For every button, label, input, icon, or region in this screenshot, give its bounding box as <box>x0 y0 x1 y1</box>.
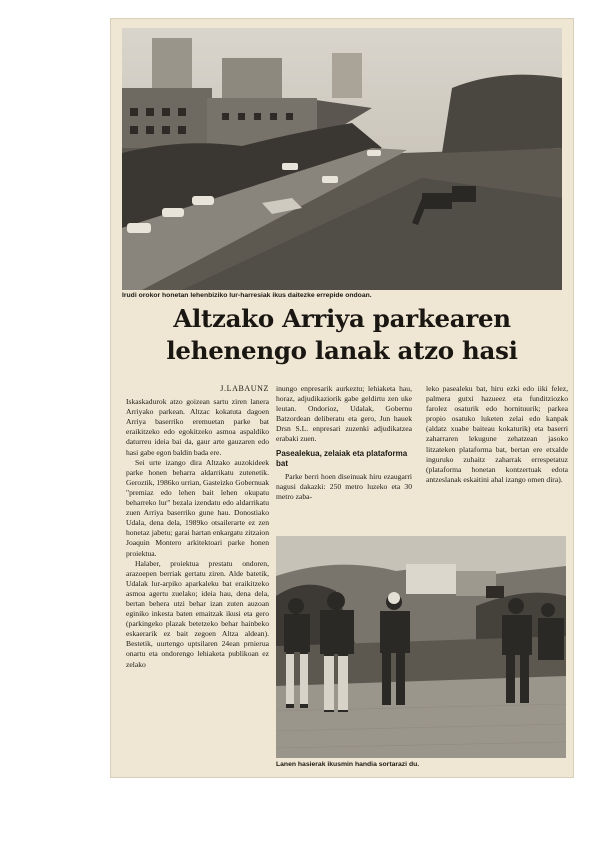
paragraph: Iskaskadurok atzo goizean sartu ziren lanera Arriyako parkean. Altzac kokatuta dagoen Arriya baserriko eremuetan parke bat eraikitzeko edo egokitzeko asmoa aspaldiko daturreu ideia bai da, gaur arte gauzaren edo hasi gabe egon baldin bada ere. <box>126 397 269 457</box>
paragraph: leko pasealeku bat, hiru ezki edo iiki felez, palmera gutxi hazueez eta funditziozko farolez osaturik edo hornituurik; parkea propio osatuko luketen zelai edo kanpak (aldatz xuabe baiteau kokaturik) eta baserri zaharraren lekugune zehatzean jasoko litzateken plataforma bat, bertan ere etxalde inguruko zuhaitz zaharrak errespetatuz (plataforma honetan kontzertuak edota antzeslanak eskaitini ahal izango omen dira). <box>426 384 568 484</box>
paragraph: inungo enpresarik aurkeztu; lehiaketa hau, horaz, adjudikaziorik gabe geldirtu zen uke leutan. Ondorioz, Udalak, Gobernu Batzordean deliberatu eta gero, Jun hauek Drsn S.L. enpresari zuzenki adjudikatzea erabaki zuen. <box>276 384 412 444</box>
headline-line: lehenengo lanak atzo hasi <box>166 336 518 365</box>
subheading: Pasealekua, zelaiak eta plataforma bat <box>276 448 408 468</box>
construction-site-photo <box>122 28 562 290</box>
article-column-3 <box>426 384 568 485</box>
article-column-1 <box>126 384 269 670</box>
paragraph: Sei urte izango dira Altzako auzokideek parke honen beharra aldarrikatu zutenetik. Geroztik, 1986ko urrian, Gasteizko Gobernuak "premiaz edo lehen bait lehen okupatu beharreko lur" bezala izendatu edo aldarrikatu zuen Arriya baserriko gune hau. Donostiako Udala, dena dela, 1989ko otsailerarte ez zen honetaz jabetu; garai hartan enkargatu zitzaion Joaquin Montero arkitektoari parke honen proiektua. <box>126 457 269 558</box>
paragraph: Parke berri hoen diseinuak hiru ezaugarri nagusi dakazki: 250 metro luzeko eta 30 metro zaba- <box>276 471 412 501</box>
headline-line: Altzako Arriya parkearen <box>173 304 511 333</box>
byline: J.LABAUNZ <box>220 384 269 393</box>
photo-caption: Irudi orokor honetan lehenbiziko lur-harresiak ikus daitezke errepide ondoan. <box>122 292 372 299</box>
photo-caption: Lanen hasierak ikusmin handia sortarazi du. <box>276 761 420 768</box>
onlookers-photo <box>276 536 566 758</box>
article-column-2 <box>276 384 412 502</box>
newspaper-clipping <box>110 18 574 778</box>
paragraph: Halaber, proiektua prestatu ondoren, arazoepen berriak gertatu ziren. Alde batetik, Udalak lur-arpiko aparkaleku bat eraikitzeko asmoa agertu zuelako; ideia hau, dena dela, bertan behera utzi behar izan zuten auzoan eginiko inkesta baten emaitzak ikusi eta gero (parkingeko plazak betetzeko behar hainbeko eskaerarik ez bait zegoen Altza aldean). Bestetik, uurtengo uptsilaren 24ean prnierua onartu eta ondorengo lehiaketa publikoan ez zelako <box>126 558 269 669</box>
headline <box>110 303 574 367</box>
